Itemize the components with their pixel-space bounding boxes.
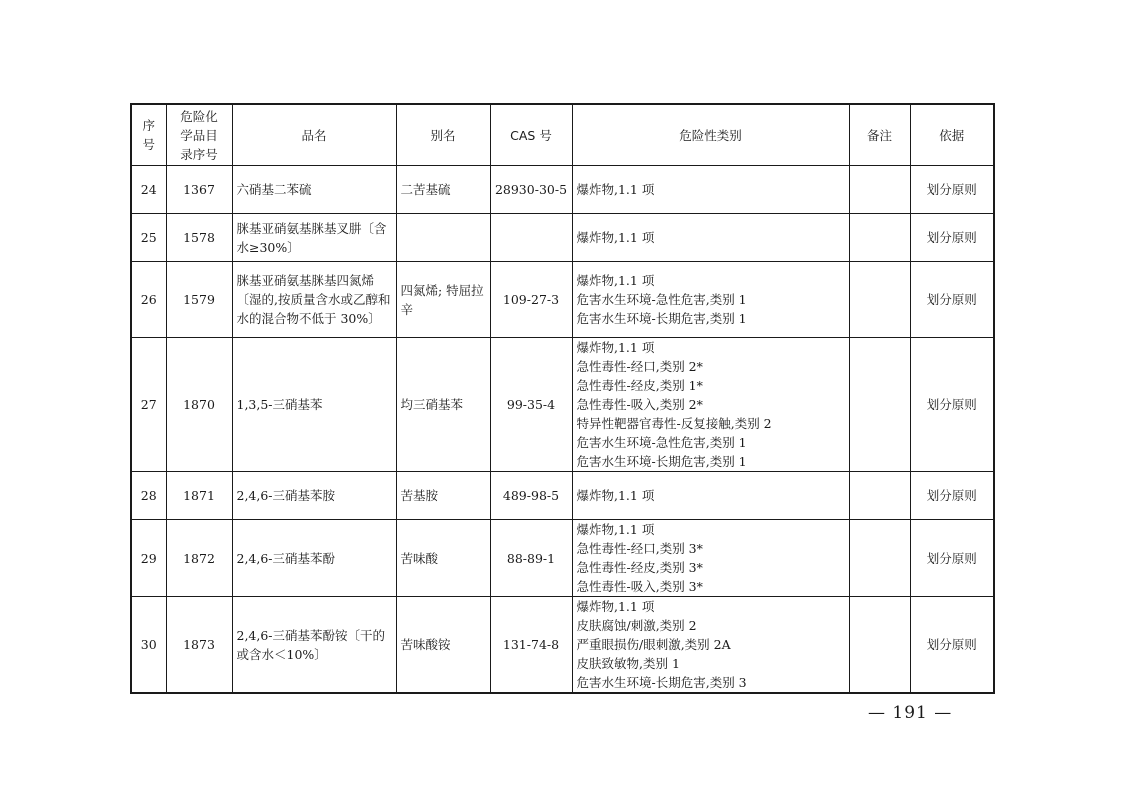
- hazard-line: 皮肤腐蚀/刺激,类别 2: [576, 618, 697, 633]
- cell-seq: 30: [131, 597, 166, 694]
- cell-basis: 划分原则: [910, 472, 994, 520]
- cell-catalog-no: 1578: [166, 214, 232, 262]
- hazard-line: 爆炸物,1.1 项: [576, 182, 655, 197]
- cell-seq: 27: [131, 338, 166, 472]
- hazard-line: 急性毒性-经口,类别 2*: [576, 359, 703, 374]
- table-row: [131, 338, 994, 472]
- header-basis: 依据: [910, 104, 994, 166]
- header-alias: 别名: [396, 104, 490, 166]
- table-row: [131, 597, 994, 694]
- header-hazard-class: 危险性类别: [572, 104, 849, 166]
- cell-hazard-class: [572, 338, 849, 472]
- cell-seq: 28: [131, 472, 166, 520]
- cell-name: 脒基亚硝氨基脒基叉肼〔含水≥30%〕: [232, 214, 396, 262]
- hazard-line: 急性毒性-经皮,类别 1*: [576, 378, 703, 393]
- cell-remark: [849, 166, 910, 214]
- table-row: [131, 520, 994, 597]
- hazard-line: 急性毒性-吸入,类别 3*: [576, 579, 703, 594]
- cell-catalog-no: 1367: [166, 166, 232, 214]
- hazard-line: 危害水生环境-长期危害,类别 1: [576, 454, 747, 469]
- cell-seq: 29: [131, 520, 166, 597]
- hazard-line: 爆炸物,1.1 项: [576, 340, 655, 355]
- cell-catalog-no: 1871: [166, 472, 232, 520]
- hazard-line: 皮肤致敏物,类别 1: [576, 656, 680, 671]
- cell-hazard-class: [572, 214, 849, 262]
- cell-cas: 99-35-4: [490, 338, 572, 472]
- header-name: 品名: [232, 104, 396, 166]
- cell-name: 2,4,6-三硝基苯酚铵〔干的或含水＜10%〕: [232, 597, 396, 694]
- cell-cas: [490, 214, 572, 262]
- cell-remark: [849, 262, 910, 338]
- hazard-line: 爆炸物,1.1 项: [576, 488, 655, 503]
- cell-name: 脒基亚硝氨基脒基四氮烯〔湿的,按质量含水或乙醇和水的混合物不低于 30%〕: [232, 262, 396, 338]
- hazard-line: 爆炸物,1.1 项: [576, 599, 655, 614]
- hazard-line: 爆炸物,1.1 项: [576, 522, 655, 537]
- header-cas: CAS 号: [490, 104, 572, 166]
- cell-cas: 28930-30-5: [490, 166, 572, 214]
- hazard-line: 危害水生环境-长期危害,类别 3: [576, 675, 747, 690]
- hazard-line: 爆炸物,1.1 项: [576, 230, 655, 245]
- cell-remark: [849, 214, 910, 262]
- hazard-line: 急性毒性-吸入,类别 2*: [576, 397, 703, 412]
- cell-name: 1,3,5-三硝基苯: [232, 338, 396, 472]
- cell-alias: 均三硝基苯: [396, 338, 490, 472]
- cell-basis: 划分原则: [910, 262, 994, 338]
- cell-alias: 苦基胺: [396, 472, 490, 520]
- table-row: [131, 166, 994, 214]
- hazard-line: 危害水生环境-急性危害,类别 1: [576, 435, 747, 450]
- page-number: — 191 —: [868, 703, 953, 723]
- cell-name: 六硝基二苯硫: [232, 166, 396, 214]
- cell-alias: [396, 214, 490, 262]
- header-seq: 序 号: [131, 104, 166, 166]
- hazard-line: 危害水生环境-长期危害,类别 1: [576, 311, 747, 326]
- cell-basis: 划分原则: [910, 214, 994, 262]
- table-row: [131, 472, 994, 520]
- hazard-line: 危害水生环境-急性危害,类别 1: [576, 292, 747, 307]
- cell-cas: 88-89-1: [490, 520, 572, 597]
- cell-seq: 26: [131, 262, 166, 338]
- cell-seq: 24: [131, 166, 166, 214]
- cell-basis: 划分原则: [910, 166, 994, 214]
- hazard-line: 爆炸物,1.1 项: [576, 273, 655, 288]
- cell-cas: 131-74-8: [490, 597, 572, 694]
- cell-hazard-class: [572, 597, 849, 694]
- cell-basis: 划分原则: [910, 338, 994, 472]
- cell-hazard-class: [572, 166, 849, 214]
- hazardous-chemicals-table: [130, 103, 995, 694]
- cell-cas: 109-27-3: [490, 262, 572, 338]
- cell-basis: 划分原则: [910, 520, 994, 597]
- cell-hazard-class: [572, 262, 849, 338]
- cell-catalog-no: 1579: [166, 262, 232, 338]
- cell-remark: [849, 338, 910, 472]
- cell-cas: 489-98-5: [490, 472, 572, 520]
- cell-catalog-no: 1872: [166, 520, 232, 597]
- hazard-line: 急性毒性-经皮,类别 3*: [576, 560, 703, 575]
- cell-catalog-no: 1870: [166, 338, 232, 472]
- cell-remark: [849, 520, 910, 597]
- hazard-line: 急性毒性-经口,类别 3*: [576, 541, 703, 556]
- cell-hazard-class: [572, 472, 849, 520]
- header-catalog-no: 危险化 学品目 录序号: [166, 104, 232, 166]
- cell-remark: [849, 597, 910, 694]
- table-header-row: [131, 104, 994, 166]
- hazard-line: 特异性靶器官毒性-反复接触,类别 2: [576, 416, 772, 431]
- cell-hazard-class: [572, 520, 849, 597]
- cell-basis: 划分原则: [910, 597, 994, 694]
- cell-alias: 二苦基硫: [396, 166, 490, 214]
- cell-alias: 苦味酸: [396, 520, 490, 597]
- cell-name: 2,4,6-三硝基苯酚: [232, 520, 396, 597]
- cell-alias: 苦味酸铵: [396, 597, 490, 694]
- cell-seq: 25: [131, 214, 166, 262]
- header-remark: 备注: [849, 104, 910, 166]
- table-row: [131, 262, 994, 338]
- cell-name: 2,4,6-三硝基苯胺: [232, 472, 396, 520]
- table-body: [131, 166, 994, 694]
- cell-catalog-no: 1873: [166, 597, 232, 694]
- hazard-line: 严重眼损伤/眼刺激,类别 2A: [576, 637, 731, 652]
- table-row: [131, 214, 994, 262]
- cell-alias: 四氮烯; 特屈拉辛: [396, 262, 490, 338]
- cell-remark: [849, 472, 910, 520]
